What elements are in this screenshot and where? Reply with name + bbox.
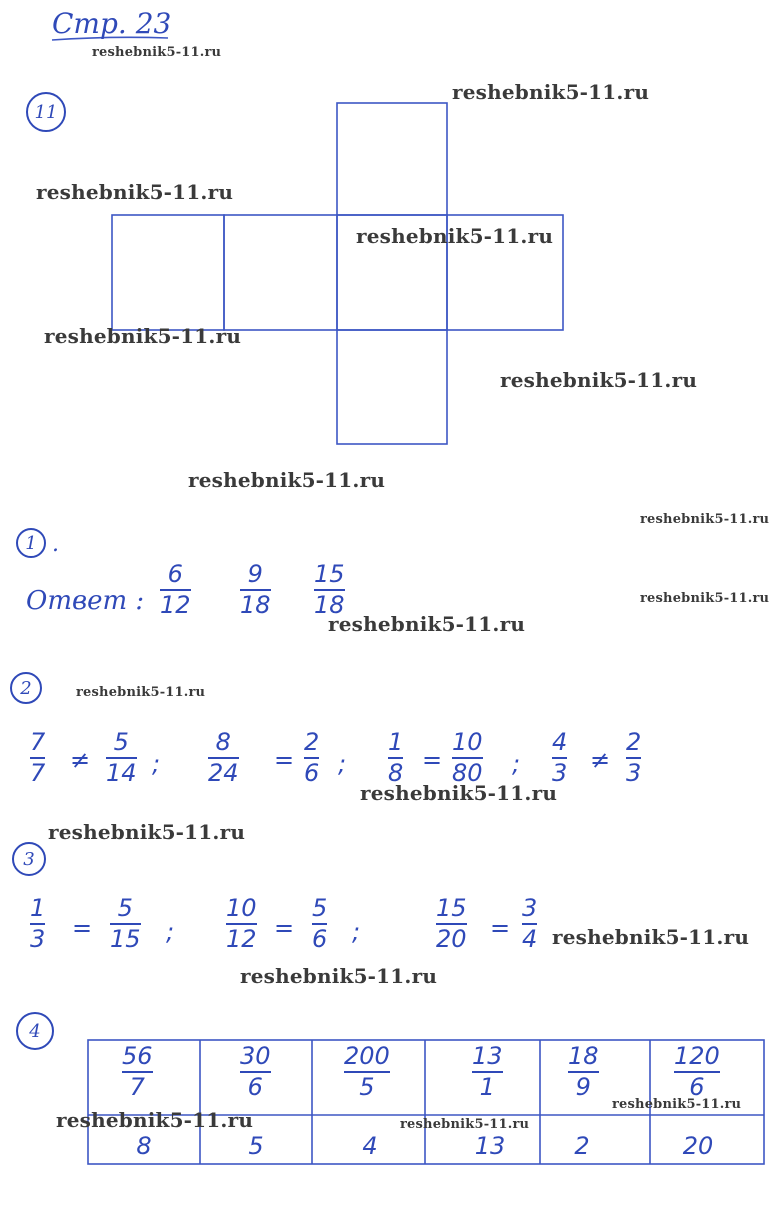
watermark: reshebnik5-11.ru: [552, 925, 750, 949]
task-number-3: 3: [12, 842, 46, 876]
watermark: reshebnik5-11.ru: [56, 1108, 254, 1132]
task2-fraction-8: 2 3: [626, 728, 642, 788]
table-top-cell-3: 200 5: [344, 1042, 390, 1102]
task-number-4: 4: [16, 1012, 54, 1050]
task1-fraction-3: 15 18: [314, 560, 345, 620]
table-bottom-cell-6: 20: [682, 1132, 714, 1160]
watermark: reshebnik5-11.ru: [640, 512, 770, 527]
table-top-cell-5: 18 9: [568, 1042, 599, 1102]
watermark: reshebnik5-11.ru: [360, 781, 558, 805]
watermark: reshebnik5-11.ru: [92, 45, 222, 60]
table-top-cell-6: 120 6: [674, 1042, 720, 1102]
task2-separator-3: ;: [512, 750, 521, 778]
task2-sign-3: =: [422, 746, 443, 774]
watermark: reshebnik5-11.ru: [640, 591, 770, 606]
task2-fraction-6: 10 80: [452, 728, 483, 788]
watermark: reshebnik5-11.ru: [612, 1097, 742, 1112]
task-number-2: 2: [10, 672, 42, 704]
task3-sign-1: =: [72, 914, 93, 942]
task2-fraction-1: 7 7: [30, 728, 46, 788]
task-number-1: 1: [16, 528, 46, 558]
answer-label: Ответ :: [26, 586, 145, 616]
watermark: reshebnik5-11.ru: [36, 180, 234, 204]
task1-fraction-1: 6 12: [160, 560, 191, 620]
watermark: reshebnik5-11.ru: [44, 324, 242, 348]
task-number-11: 11: [26, 92, 66, 132]
table-bottom-cell-4: 13: [474, 1132, 506, 1160]
table-bottom-cell-2: 5: [248, 1132, 264, 1160]
task2-separator-2: ;: [338, 750, 347, 778]
watermark: reshebnik5-11.ru: [188, 468, 386, 492]
watermark: reshebnik5-11.ru: [48, 820, 246, 844]
task1-fraction-2: 9 18: [240, 560, 271, 620]
table-bottom-cell-5: 2: [574, 1132, 590, 1160]
table-bottom-cell-3: 4: [362, 1132, 378, 1160]
net-face-top: [337, 103, 447, 215]
task2-sign-4: ≠: [590, 746, 611, 774]
task2-sign-1: ≠: [70, 746, 91, 774]
task3-fraction-4: 5 6: [312, 894, 328, 954]
task3-separator-1: ;: [166, 918, 175, 946]
task2-separator-1: ;: [152, 750, 161, 778]
task2-sign-2: =: [274, 746, 295, 774]
net-face-bottom: [337, 330, 447, 444]
cube-net: [112, 103, 563, 444]
watermark: reshebnik5-11.ru: [400, 1117, 530, 1132]
table-top-cell-4: 13 1: [472, 1042, 503, 1102]
watermark: reshebnik5-11.ru: [356, 224, 554, 248]
net-face-2: [224, 215, 337, 330]
task3-sign-3: =: [490, 914, 511, 942]
watermark: reshebnik5-11.ru: [240, 964, 438, 988]
table-top-cell-2: 30 6: [240, 1042, 271, 1102]
net-face-1: [112, 215, 224, 330]
watermark: reshebnik5-11.ru: [500, 368, 698, 392]
watermark: reshebnik5-11.ru: [452, 80, 650, 104]
task3-fraction-5: 15 20: [436, 894, 467, 954]
task1-dot: .: [52, 532, 59, 557]
table-top-cell-1: 56 7: [122, 1042, 153, 1102]
task2-fraction-7: 4 3: [552, 728, 568, 788]
task2-fraction-4: 2 6: [304, 728, 320, 788]
task3-sign-2: =: [274, 914, 295, 942]
task3-fraction-3: 10 12: [226, 894, 257, 954]
task2-fraction-5: 1 8: [388, 728, 404, 788]
watermark: reshebnik5-11.ru: [76, 685, 206, 700]
task3-fraction-6: 3 4: [522, 894, 538, 954]
task2-fraction-3: 8 24: [208, 728, 239, 788]
watermark: reshebnik5-11.ru: [328, 612, 526, 636]
task3-separator-2: ;: [352, 918, 361, 946]
table-bottom-cell-1: 8: [136, 1132, 152, 1160]
page-label: Стр. 23: [52, 7, 172, 40]
task3-fraction-2: 5 15: [110, 894, 141, 954]
task2-fraction-2: 5 14: [106, 728, 137, 788]
task3-fraction-1: 1 3: [30, 894, 46, 954]
